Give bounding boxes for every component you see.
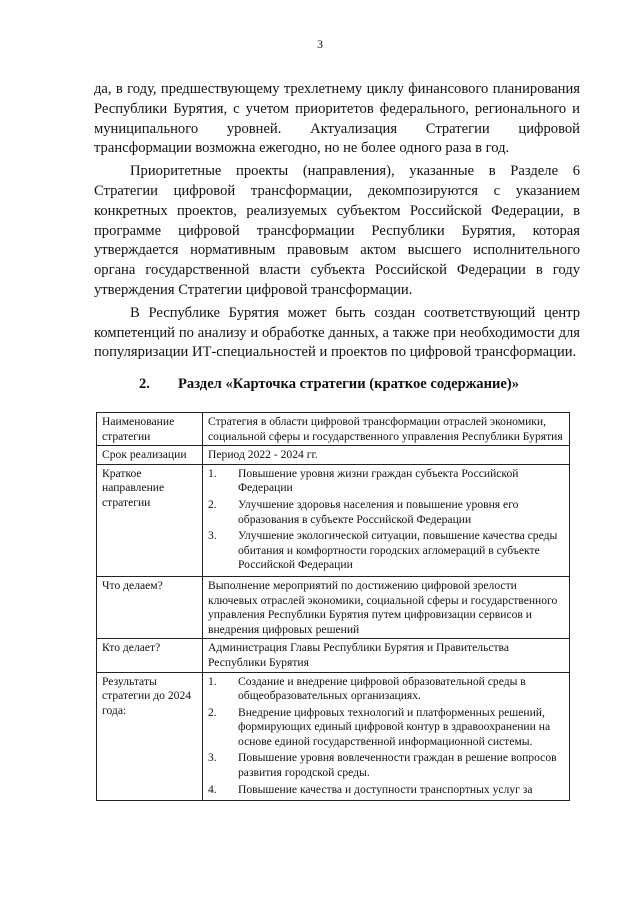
list-text: Улучшение здоровья населения и повышение уровня его образования в субъекте Российской Федерации bbox=[238, 497, 519, 526]
table-row bbox=[97, 413, 570, 446]
page-number: 3 bbox=[317, 37, 323, 51]
numbered-list bbox=[208, 467, 565, 573]
row-label: Что делаем? bbox=[97, 576, 203, 638]
table-row bbox=[97, 672, 570, 801]
section-title: Раздел «Карточка стратегии (краткое содержание)» bbox=[178, 376, 520, 392]
list-number: 3. bbox=[208, 529, 217, 543]
row-value: Администрация Главы Республики Бурятия и Правительства Республики Бурятия bbox=[203, 639, 570, 672]
strategy-card-table bbox=[96, 412, 570, 801]
row-value bbox=[203, 672, 570, 801]
list-number: 1. bbox=[208, 466, 217, 480]
list-number: 2. bbox=[208, 497, 217, 511]
row-label: Наименование стратегии bbox=[97, 413, 203, 446]
table-row bbox=[97, 576, 570, 638]
list-number: 2. bbox=[208, 705, 217, 719]
row-value: Период 2022 - 2024 гг. bbox=[203, 446, 570, 465]
list-text: Повышение качества и доступности транспортных услуг за bbox=[238, 782, 533, 796]
section-number: 2. bbox=[139, 376, 150, 392]
row-label: Результаты стратегии до 2024 года: bbox=[97, 672, 203, 801]
numbered-list bbox=[208, 675, 565, 798]
list-number: 3. bbox=[208, 751, 217, 765]
list-item bbox=[208, 751, 565, 780]
paragraph: Приоритетные проекты (направления), указанные в Разделе 6 Стратегии цифровой трансформации, декомпозируются с указанием конкретных проектов, реализуемых субъектом Российской Федерации, в программе цифровой трансформации Республики Бурятия, которая утверждается нормативным правовым актом высшего исполнительного органа государственной власти субъекта Российской Федерации в году утверждения Стратегии цифровой трансформации. bbox=[94, 163, 580, 298]
list-number: 1. bbox=[208, 674, 217, 688]
row-label: Краткое направление стратегии bbox=[97, 464, 203, 576]
list-item bbox=[208, 529, 565, 573]
list-item bbox=[208, 706, 565, 750]
row-label: Срок реализации bbox=[97, 446, 203, 465]
paragraph: да, в году, предшествующему трехлетнему циклу финансового планирования Республики Бурятия, с учетом приоритетов федерального, регионального и муниципального уровней. Актуализация Стратегии цифровой трансформации возможна ежегодно, но не более одного раза в год. bbox=[94, 81, 580, 157]
list-text: Повышение уровня вовлеченности граждан в решение вопросов развития городской среды. bbox=[238, 751, 557, 780]
list-number: 4. bbox=[208, 782, 217, 796]
list-item bbox=[208, 498, 565, 527]
list-text: Повышение уровня жизни граждан субъекта Российской Федерации bbox=[238, 466, 519, 495]
paragraph: В Республике Бурятия может быть создан соответствующий центр компетенций по анализу и обработке данных, а также при необходимости для популяризации ИТ-специальностей и проектов по цифровой трансформации. bbox=[94, 304, 580, 361]
list-text: Создание и внедрение цифровой образовательной среды в общеобразовательных организациях. bbox=[238, 674, 526, 703]
row-value: Стратегия в области цифровой трансформации отраслей экономики, социальной сферы и государственного управления Республики Бурятия bbox=[203, 413, 570, 446]
list-text: Улучшение экологической ситуации, повышение качества среды обитания и комфортности городских агломераций в субъекте Российской Федерации bbox=[238, 529, 558, 572]
table-row bbox=[97, 464, 570, 576]
list-item bbox=[208, 675, 565, 704]
list-text: Внедрение цифровых технологий и платформенных решений, формирующих единый цифровой контур в здравоохранении на основе единой государственной информационной системы. bbox=[238, 705, 551, 748]
row-label: Кто делает? bbox=[97, 639, 203, 672]
list-item bbox=[208, 467, 565, 496]
list-item bbox=[208, 783, 565, 798]
row-value: Выполнение мероприятий по достижению цифровой зрелости ключевых отраслей экономики, социальной сферы и государственного управления Республики Бурятия путем цифровизации сервисов и внедрения цифровых решений bbox=[203, 576, 570, 638]
table-row bbox=[97, 446, 570, 465]
table-row bbox=[97, 639, 570, 672]
body-text bbox=[94, 80, 580, 366]
row-value bbox=[203, 464, 570, 576]
